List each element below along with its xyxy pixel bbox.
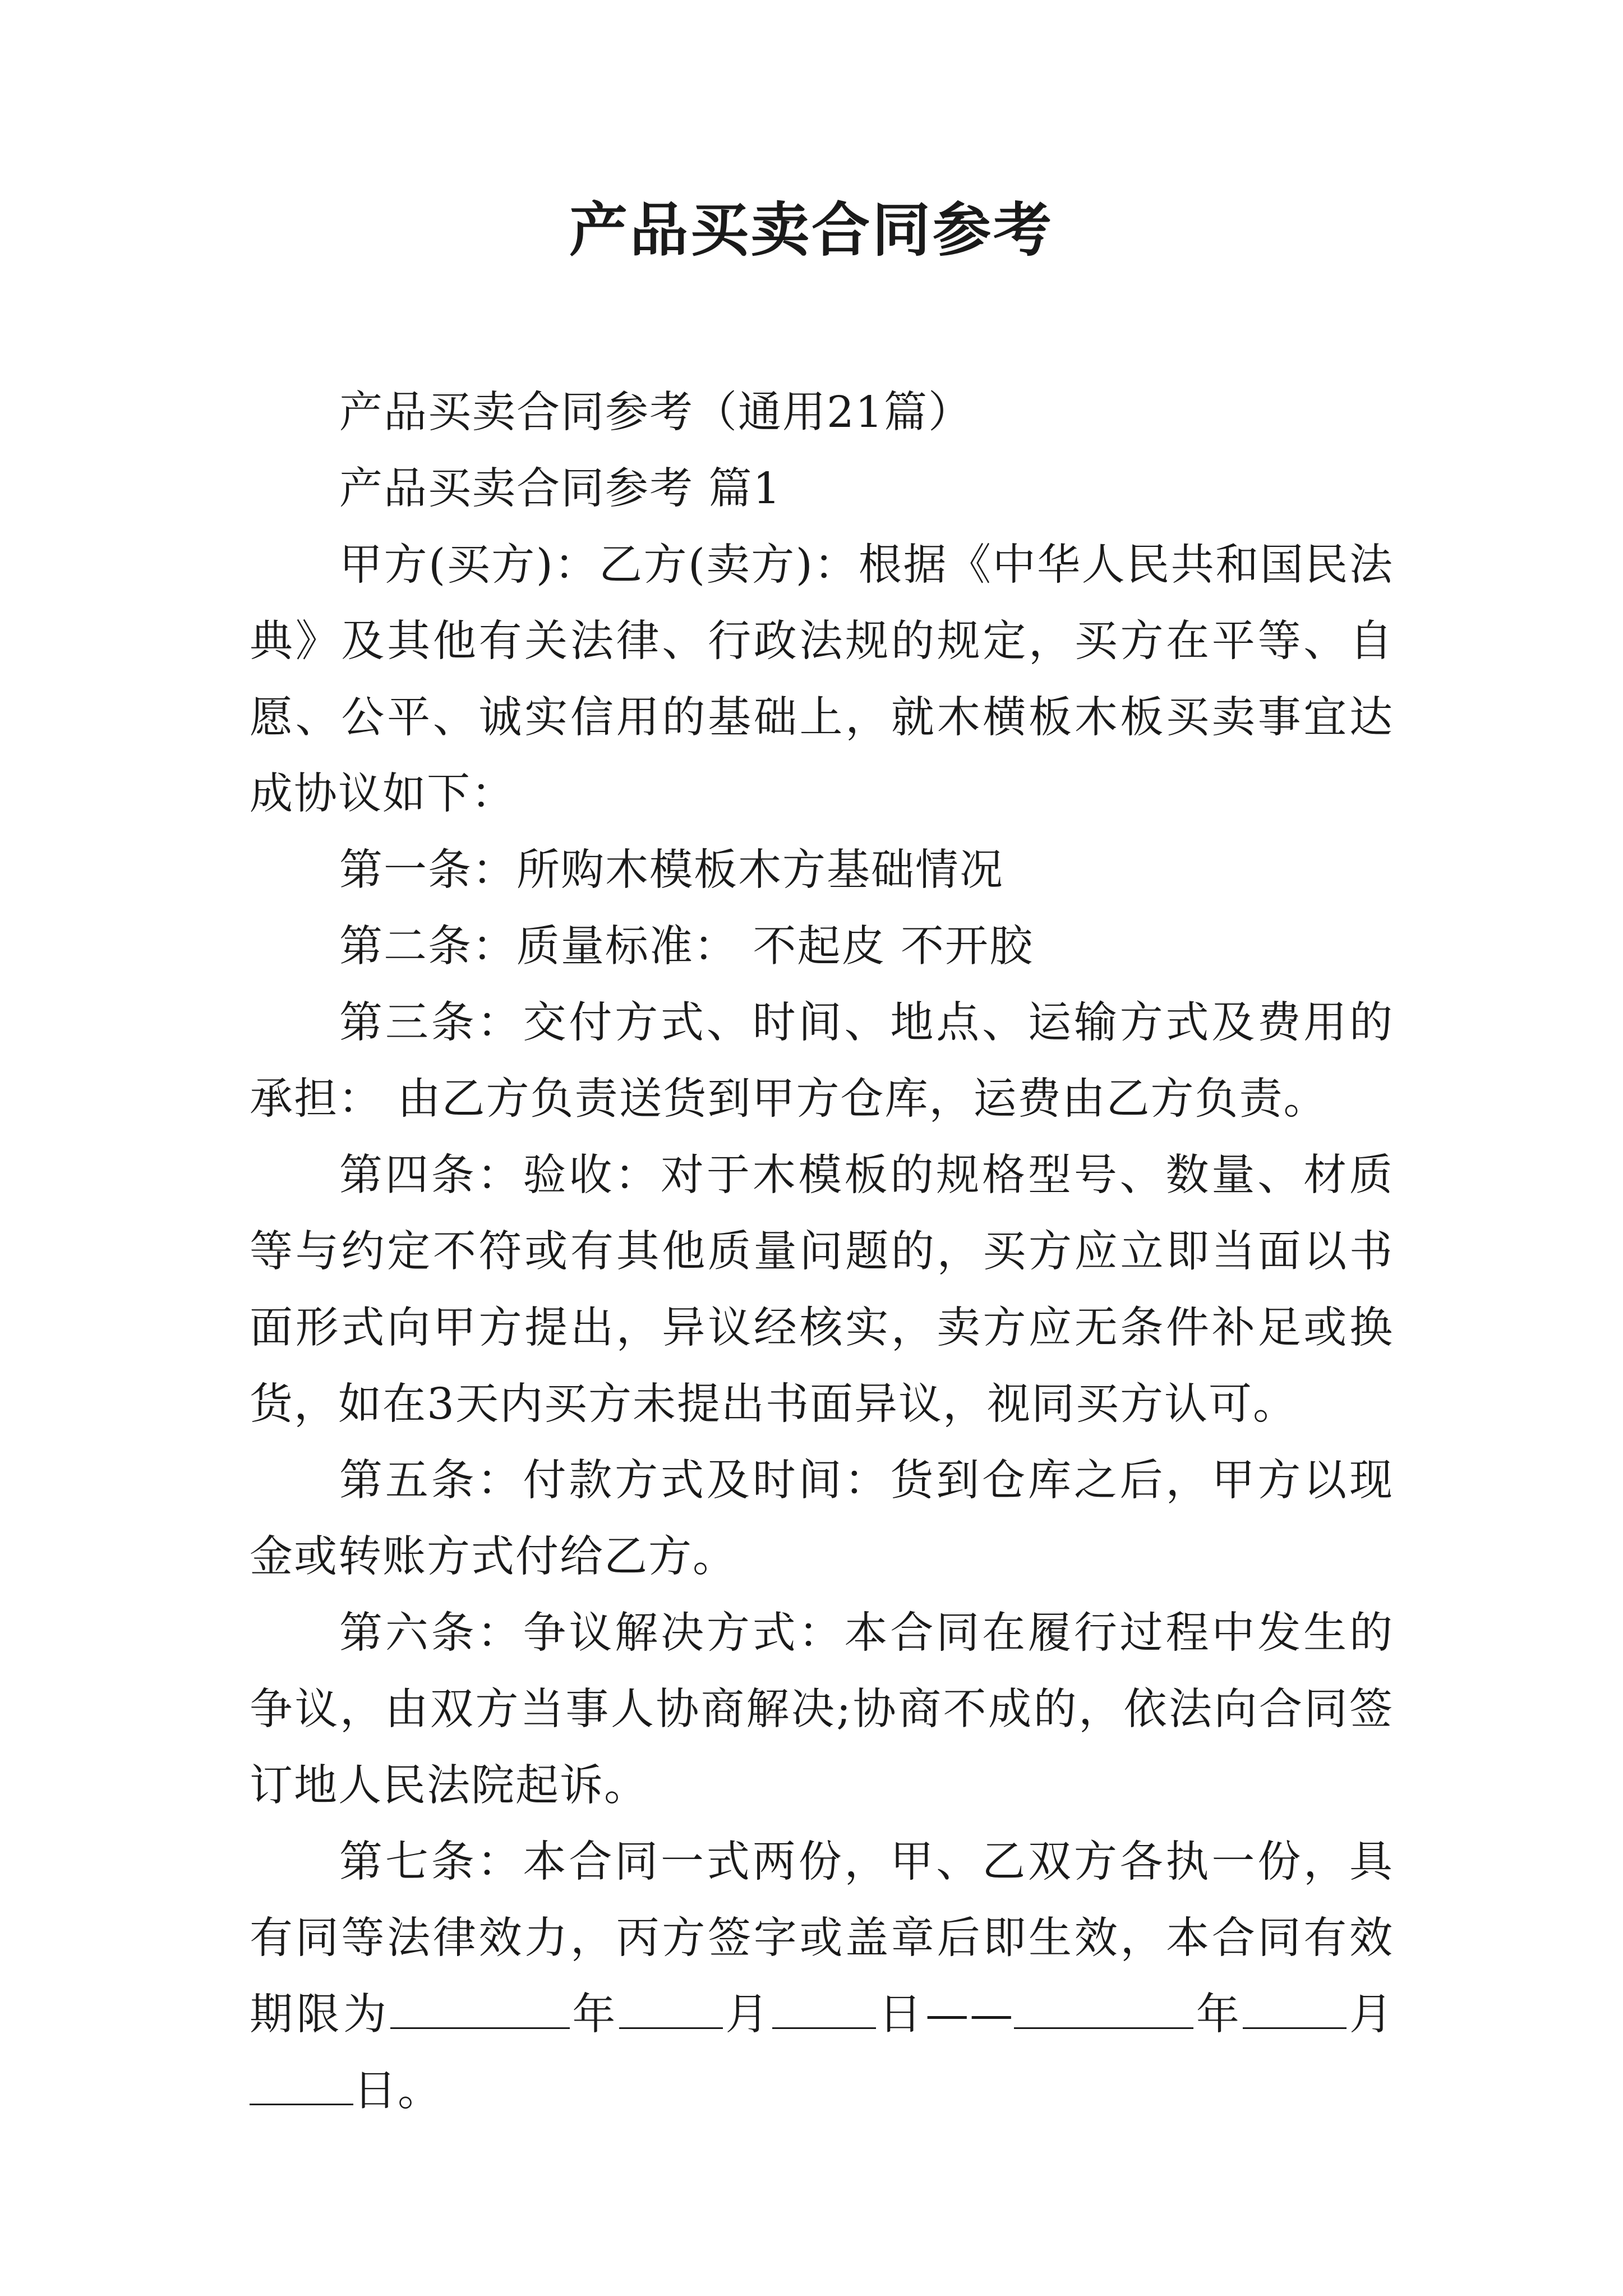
label-month-end: 月: [1347, 1990, 1394, 2040]
label-day-end: 日。: [353, 2066, 442, 2116]
label-day-start: 日——: [876, 1990, 1015, 2040]
label-year-end: 年: [1193, 1990, 1243, 2040]
blank-start-month: [619, 1988, 723, 2029]
blank-start-day: [772, 1988, 876, 2029]
blank-start-year: [390, 1988, 570, 2029]
paragraph-article-3: 第三条：交付方式、时间、地点、运输方式及费用的承担： 由乙方负责送货到甲方仓库，运费由乙方负责。: [250, 998, 1394, 1124]
paragraph-article-2: 第二条：质量标准： 不起皮 不开胶: [339, 922, 1034, 972]
document-title: 产品买卖合同参考: [569, 195, 1054, 264]
paragraph-section-heading: 产品买卖合同参考 篇1: [339, 464, 782, 514]
paragraph-subtitle: 产品买卖合同参考（通用21篇）: [339, 388, 972, 438]
label-month-start: 月: [722, 1990, 773, 2040]
paragraph-article-1: 第一条：所购木模板木方基础情况: [339, 845, 1004, 895]
paragraph-parties: 甲方(买方)：乙方(卖方)：根据《中华人民共和国民法典》及其他有关法律、行政法规的规定，买方在平等、自愿、公平、诚实信用的基础上，就木横板木板买卖事宜达成协议如下：: [250, 540, 1394, 819]
blank-end-day: [250, 2064, 353, 2105]
blank-end-year: [1014, 1988, 1193, 2029]
label-year-start: 年: [569, 1990, 619, 2040]
document-body: [250, 375, 1394, 2129]
paragraph-article-7: [250, 1824, 1394, 2129]
paragraph-article-4: 第四条：验收：对于木模板的规格型号、数量、材质等与约定不符或有其他质量问题的，买方应立即当面以书面形式向甲方提出，异议经核实，卖方应无条件补足或换货，如在3天内买方未提出书面异议，视同买方认可。: [250, 1151, 1394, 1429]
article-7-text: 第七条：本合同一式两份，甲、乙双方各执一份，具有同等法律效力，丙方签字或盖章后即生效，本合同有效期限为: [250, 1837, 1394, 2040]
paragraph-article-6: 第六条：争议解决方式：本合同在履行过程中发生的争议，由双方当事人协商解决;协商不成的，依法向合同签订地人民法院起诉。: [250, 1608, 1394, 1811]
paragraph-article-5: 第五条：付款方式及时间：货到仓库之后，甲方以现金或转账方式付给乙方。: [250, 1456, 1394, 1582]
blank-end-month: [1243, 1988, 1347, 2029]
